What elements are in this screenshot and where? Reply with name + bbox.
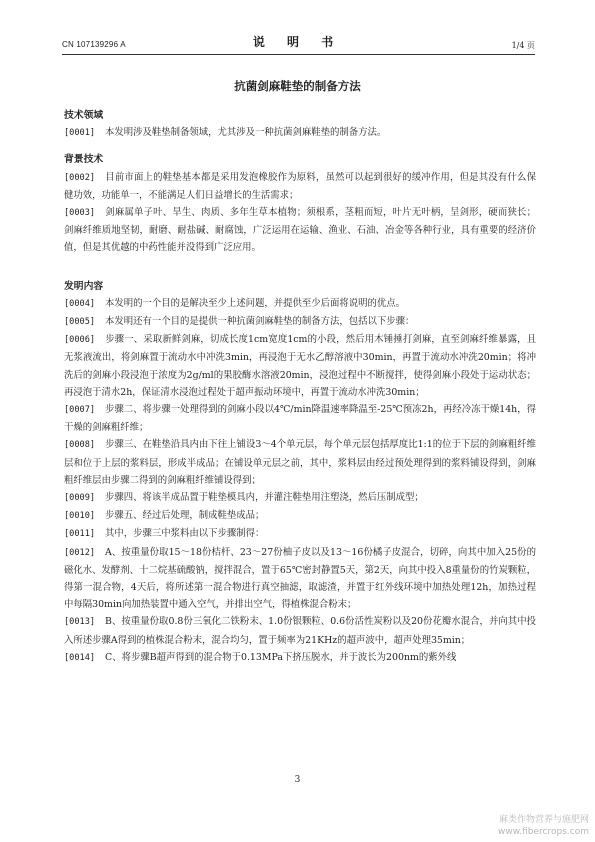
paragraph xyxy=(64,169,536,204)
section-heading-tech-field: 技术领域 xyxy=(64,110,104,121)
paragraph xyxy=(64,613,536,648)
paragraph xyxy=(64,204,536,257)
page-number: 3 xyxy=(294,775,301,785)
paragraph-text: C、将步骤B超声得到的混合物于0.13MPa下挤压脱水，并于波长为200nm的紫外线 xyxy=(105,651,457,663)
section-heading-background: 背景技术 xyxy=(64,154,104,166)
paragraph-number: [0008] xyxy=(64,440,96,451)
paragraph xyxy=(64,124,536,142)
page-indicator: 1/4 页 xyxy=(511,41,535,50)
paragraph xyxy=(64,436,536,489)
header-title: 说 明 书 xyxy=(252,35,343,49)
paragraph-text: 剑麻属单子叶、旱生、肉质、多年生草本植物；须根系，茎粗而短，叶片无叶柄，呈剑形，硬而狭长；剑麻纤维质地坚韧，耐磨、耐盐碱、耐腐蚀，广泛运用在运输、渔业、石油、冶金等各种行业，具有重要的经济价值，但是其优越的中药性能并没得到广泛应用。 xyxy=(64,207,536,254)
paragraph xyxy=(64,489,536,507)
paragraph xyxy=(64,544,536,614)
paragraph-text: 其中，步骤三中浆料由以下步骤制得： xyxy=(105,528,265,540)
watermark xyxy=(498,814,589,838)
paragraph-text: 步骤一、采取新鲜剑麻，切成长度1cm宽度1cm的小段，然后用木锤捶打剑麻，直至剑麻纤维暴露，且无浆液流出，将剑麻置于流动水中冲洗3min，再浸泡于无水乙醇溶液中30min，再置于流动水冲洗20min；将冲洗后的剑麻小段浸泡于浓度为2g/ml的果胶酶水溶液20min，浸泡过程中不断搅拌，使得剑麻小段处于运动状态；再浸泡于清水2h，保证清水浸泡过程处于超声振动环境中，再置于流动水冲洗30min； xyxy=(64,334,536,398)
paragraph-text: 步骤四、将该半成品置于鞋垫模具内，并灌注鞋垫用注塑浇，然后压制成型； xyxy=(105,492,424,504)
paragraph-text: 本发明的一个目的是解决至少上述问题，并提供至少后面将说明的优点。 xyxy=(105,297,406,309)
paragraph xyxy=(64,649,536,667)
paragraph-text: 步骤五、经过后处理，制成鞋垫成品； xyxy=(105,510,265,522)
paragraph-text: B、按重量份取0.8份三氧化二铁粉末、1.0份银颗粒、0.6份活性炭粉以及20份花瓣水混合，并向其中投入所述步骤A得到的植株混合粉末，混合均匀，置于频率为21KHz的超声波中，超声处理35min； xyxy=(64,616,536,646)
paragraph-text: 本发明还有一个目的是提供一种抗菌剑麻鞋垫的制备方法，包括以下步骤： xyxy=(105,316,415,328)
paragraph-text: 目前市面上的鞋垫基本都是采用发泡橡胶作为原料，虽然可以起到很好的缓冲作用，但是其没有什么保健功效，功能单一，不能满足人们日益增长的生活需求； xyxy=(64,171,536,201)
paragraph-text: 步骤三、在鞋垫沿具内由下往上铺设3～4个单元层，每个单元层包括厚度比1:1的位于下层的剑麻粗纤维层和位于上层的浆料层，形成半成品；在铺设单元层之前，其中，浆料层由经过预处理得到的浆料铺设得到，剑麻粗纤维层由步骤二得到的剑麻粗纤维铺设得到； xyxy=(64,439,536,486)
paragraph xyxy=(64,507,536,525)
paragraph-number: [0007] xyxy=(64,405,96,416)
paragraph-number: [0001] xyxy=(64,128,96,139)
paragraph-text: 步骤二、将步骤一处理得到的剑麻小段以4℃/min降温速率降温至-25℃预冻2h，再经冷冻干燥14h，得干燥的剑麻粗纤维； xyxy=(64,404,536,434)
paragraph-number: [0005] xyxy=(64,317,96,328)
paragraph xyxy=(64,525,536,543)
paragraph xyxy=(64,313,536,331)
paragraph-number: [0010] xyxy=(64,511,96,522)
paragraph-text: 本发明涉及鞋垫制备领域，尤其涉及一种抗菌剑麻鞋垫的制备方法。 xyxy=(105,127,387,139)
paragraph xyxy=(64,295,536,313)
document-title: 抗菌剑麻鞋垫的制备方法 xyxy=(234,79,361,93)
document-body xyxy=(64,107,536,667)
patent-number: CN 107139296 A xyxy=(62,40,126,49)
watermark-url: www.fibercrops.com xyxy=(498,827,589,837)
paragraph-number: [0003] xyxy=(64,208,96,219)
section-heading-invention: 发明内容 xyxy=(64,280,104,292)
paragraph-number: [0011] xyxy=(64,529,96,540)
paragraph-number: [0006] xyxy=(64,335,96,346)
paragraph-number: [0002] xyxy=(64,172,96,183)
paragraph-number: [0012] xyxy=(64,547,96,558)
header-divider xyxy=(62,54,535,55)
paragraph xyxy=(64,331,536,401)
paragraph-number: [0009] xyxy=(64,493,96,504)
watermark-title: 麻类作物营养与施肥网 xyxy=(498,815,589,825)
paragraph-number: [0013] xyxy=(64,617,96,628)
paragraph-number: [0014] xyxy=(64,652,96,663)
paragraph-text: A、按重量份取15～18份桔杆、23～27份柚子皮以及13～16份橘子皮混合，切碎，向其中加入25份的磁化水、发酵剂、十二烷基硫酸钠，搅拌混合，置于65℃密封静置5天，第2天，向其中投入8重量份的竹炭颗粒，得第一混合物，4天后，将所述第一混合物进行真空抽滤，取滤渣，并置于红外线环境中加热处理12h，加热过程中每隔30min向加热装置中通入空气，并排出空气，得植株混合粉末； xyxy=(64,546,536,611)
paragraph xyxy=(64,401,536,436)
paragraph-number: [0004] xyxy=(64,298,96,309)
